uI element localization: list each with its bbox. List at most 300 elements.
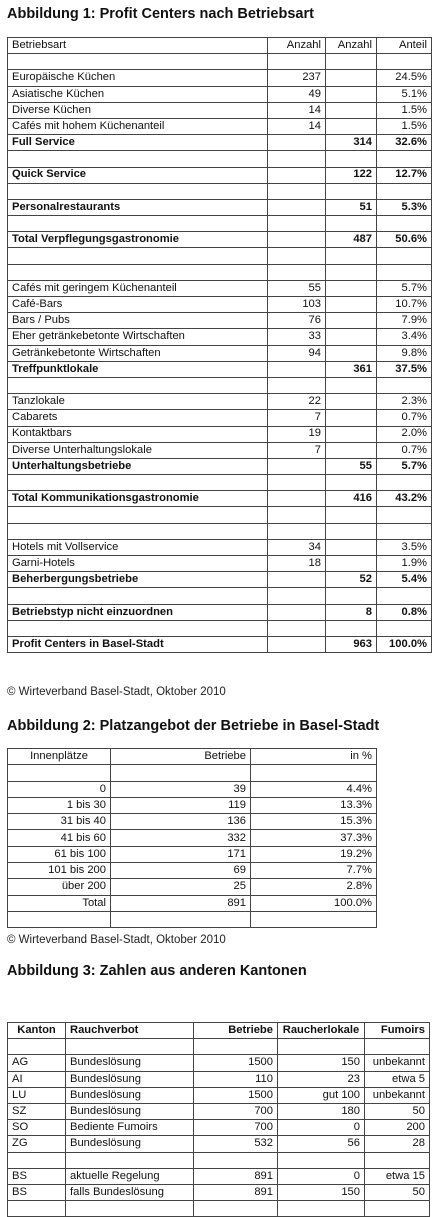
empty-cell <box>251 911 377 927</box>
rauchverbot-cell: Bundeslösung <box>66 1136 194 1152</box>
table-row <box>8 458 432 474</box>
empty-cell <box>326 216 377 232</box>
table-row <box>8 442 432 458</box>
empty-cell <box>377 54 432 70</box>
betriebsart-cell: Garni-Hotels <box>8 556 268 572</box>
anteil-cell: 2.3% <box>377 394 432 410</box>
anzahl-cell: 14 <box>268 118 326 134</box>
prozent-cell: 13.3% <box>251 797 377 813</box>
innenplaetze-cell: 101 bis 200 <box>8 863 111 879</box>
table-row <box>8 70 432 86</box>
empty-cell <box>278 1152 365 1168</box>
betriebsart-cell: Bars / Pubs <box>8 313 268 329</box>
table-row <box>8 556 432 572</box>
empty-cell <box>8 475 268 491</box>
betriebsart-cell: Kontaktbars <box>8 426 268 442</box>
betriebe-cell: 332 <box>111 830 251 846</box>
empty-cell <box>365 1039 430 1055</box>
kanton-cell: BS <box>8 1184 66 1200</box>
anzahl-cell: 14 <box>268 102 326 118</box>
empty-cell <box>268 588 326 604</box>
prozent-cell: 19.2% <box>251 846 377 862</box>
anteil-cell: 1.5% <box>377 118 432 134</box>
empty-cell <box>326 151 377 167</box>
blank-row <box>8 475 432 491</box>
anzahl-subtotal-cell <box>326 102 377 118</box>
blank-row <box>8 216 432 232</box>
table-row <box>8 1136 430 1152</box>
column-header-anzahl-2: Anzahl <box>326 38 377 54</box>
kanton-cell: SZ <box>8 1103 66 1119</box>
empty-cell <box>377 151 432 167</box>
empty-cell <box>326 475 377 491</box>
betriebsart-cell: Getränkebetonte Wirtschaften <box>8 345 268 361</box>
anzahl-cell <box>268 491 326 507</box>
anteil-cell: 24.5% <box>377 70 432 86</box>
betriebsart-cell: Cafés mit geringem Küchenanteil <box>8 280 268 296</box>
betriebsart-cell: Diverse Unterhaltungslokale <box>8 442 268 458</box>
anzahl-subtotal-cell <box>326 394 377 410</box>
empty-cell <box>268 507 326 523</box>
innenplaetze-cell: über 200 <box>8 879 111 895</box>
betriebe-cell: 1500 <box>194 1055 278 1071</box>
blank-row <box>8 588 432 604</box>
table-row <box>8 232 432 248</box>
table-row <box>8 1103 430 1119</box>
profit-centers-table <box>7 37 432 653</box>
empty-cell <box>194 1039 278 1055</box>
anzahl-cell: 76 <box>268 313 326 329</box>
betriebsart-cell: Europäische Küchen <box>8 70 268 86</box>
kanton-cell: AG <box>8 1055 66 1071</box>
anzahl-cell: 49 <box>268 86 326 102</box>
column-header-anzahl-1: Anzahl <box>268 38 326 54</box>
anzahl-subtotal-cell: 361 <box>326 361 377 377</box>
anzahl-subtotal-cell: 55 <box>326 458 377 474</box>
kanton-cell: ZG <box>8 1136 66 1152</box>
betriebe-cell: 891 <box>111 895 251 911</box>
anzahl-subtotal-cell: 51 <box>326 199 377 215</box>
table-row <box>8 1055 430 1071</box>
anzahl-subtotal-cell <box>326 313 377 329</box>
prozent-cell: 37.3% <box>251 830 377 846</box>
anzahl-subtotal-cell: 416 <box>326 491 377 507</box>
blank-row <box>8 377 432 393</box>
empty-cell <box>8 1039 66 1055</box>
anzahl-subtotal-cell <box>326 426 377 442</box>
betriebe-cell: 136 <box>111 814 251 830</box>
anzahl-cell: 103 <box>268 297 326 313</box>
fumoirs-cell: 200 <box>365 1120 430 1136</box>
anzahl-cell <box>268 135 326 151</box>
seating-capacity-table <box>7 748 377 928</box>
empty-cell <box>365 1152 430 1168</box>
anzahl-subtotal-cell <box>326 297 377 313</box>
table-row <box>8 539 432 555</box>
anzahl-cell: 94 <box>268 345 326 361</box>
table-row <box>8 895 377 911</box>
table-row <box>8 167 432 183</box>
fumoirs-cell: 28 <box>365 1136 430 1152</box>
empty-cell <box>377 523 432 539</box>
betriebe-cell: 25 <box>111 879 251 895</box>
rauchverbot-cell: Bundeslösung <box>66 1055 194 1071</box>
table-row <box>8 797 377 813</box>
table-row <box>8 491 432 507</box>
blank-row <box>8 264 432 280</box>
table-row <box>8 863 377 879</box>
betriebsart-cell: Asiatische Küchen <box>8 86 268 102</box>
empty-cell <box>66 1039 194 1055</box>
betriebsart-cell: Betriebstyp nicht einzuordnen <box>8 604 268 620</box>
column-header-innenplaetze: Innenplätze <box>8 749 111 765</box>
blank-row <box>8 183 432 199</box>
empty-cell <box>377 216 432 232</box>
raucherlokale-cell: 150 <box>278 1184 365 1200</box>
betriebe-cell: 700 <box>194 1120 278 1136</box>
empty-cell <box>326 620 377 636</box>
anzahl-cell <box>268 636 326 652</box>
column-header-anteil: Anteil <box>377 38 432 54</box>
innenplaetze-cell: Total <box>8 895 111 911</box>
fumoirs-cell: 50 <box>365 1103 430 1119</box>
blank-row <box>8 620 432 636</box>
prozent-cell: 100.0% <box>251 895 377 911</box>
betriebe-cell: 700 <box>194 1103 278 1119</box>
anzahl-subtotal-cell: 8 <box>326 604 377 620</box>
anzahl-cell <box>268 167 326 183</box>
table-row <box>8 297 432 313</box>
table-row <box>8 86 432 102</box>
betriebsart-cell: Treffpunktlokale <box>8 361 268 377</box>
table-row <box>8 313 432 329</box>
prozent-cell: 4.4% <box>251 781 377 797</box>
column-header-betriebe: Betriebe <box>111 749 251 765</box>
empty-cell <box>326 264 377 280</box>
betriebsart-cell: Full Service <box>8 135 268 151</box>
fumoirs-cell: 50 <box>365 1184 430 1200</box>
anteil-cell: 0.7% <box>377 410 432 426</box>
betriebsart-cell: Eher getränkebetonte Wirtschaften <box>8 329 268 345</box>
anteil-cell: 7.9% <box>377 313 432 329</box>
raucherlokale-cell: 23 <box>278 1071 365 1087</box>
empty-cell <box>377 264 432 280</box>
table-row <box>8 1087 430 1103</box>
empty-cell <box>8 620 268 636</box>
betriebe-cell: 891 <box>194 1184 278 1200</box>
fumoirs-cell: etwa 15 <box>365 1168 430 1184</box>
betriebsart-cell: Cabarets <box>8 410 268 426</box>
table-row <box>8 102 432 118</box>
anzahl-subtotal-cell: 487 <box>326 232 377 248</box>
blank-row <box>8 151 432 167</box>
empty-cell <box>326 183 377 199</box>
empty-cell <box>326 523 377 539</box>
anteil-cell: 9.8% <box>377 345 432 361</box>
anzahl-subtotal-cell <box>326 539 377 555</box>
empty-cell <box>111 765 251 781</box>
blank-row <box>8 1039 430 1055</box>
betriebsart-cell: Café-Bars <box>8 297 268 313</box>
empty-cell <box>377 248 432 264</box>
blank-row <box>8 507 432 523</box>
empty-cell <box>268 377 326 393</box>
table-row <box>8 426 432 442</box>
anzahl-subtotal-cell <box>326 280 377 296</box>
anteil-cell: 43.2% <box>377 491 432 507</box>
empty-cell <box>8 248 268 264</box>
empty-cell <box>268 523 326 539</box>
betriebsart-cell: Quick Service <box>8 167 268 183</box>
blank-row <box>8 248 432 264</box>
kanton-cell: SO <box>8 1120 66 1136</box>
empty-cell <box>8 264 268 280</box>
empty-cell <box>326 588 377 604</box>
column-header-in-prozent: in % <box>251 749 377 765</box>
anzahl-cell: 55 <box>268 280 326 296</box>
empty-cell <box>326 248 377 264</box>
betriebe-cell: 1500 <box>194 1087 278 1103</box>
innenplaetze-cell: 0 <box>8 781 111 797</box>
anzahl-subtotal-cell: 52 <box>326 572 377 588</box>
anteil-cell: 50.6% <box>377 232 432 248</box>
rauchverbot-cell: Bundeslösung <box>66 1071 194 1087</box>
table-row <box>8 329 432 345</box>
empty-cell <box>8 1152 66 1168</box>
table-row <box>8 410 432 426</box>
innenplaetze-cell: 61 bis 100 <box>8 846 111 862</box>
blank-row <box>8 1152 430 1168</box>
empty-cell <box>377 475 432 491</box>
table-row <box>8 781 377 797</box>
column-header-betriebe: Betriebe <box>194 1023 278 1039</box>
anteil-cell: 12.7% <box>377 167 432 183</box>
anteil-cell: 5.3% <box>377 199 432 215</box>
anteil-cell: 5.1% <box>377 86 432 102</box>
column-header-raucherlokale: Raucherlokale <box>278 1023 365 1039</box>
betriebe-cell: 69 <box>111 863 251 879</box>
table-row <box>8 1071 430 1087</box>
innenplaetze-cell: 41 bis 60 <box>8 830 111 846</box>
betriebe-cell: 171 <box>111 846 251 862</box>
figure-2-title: Abbildung 2: Platzangebot der Betriebe in Basel-Stadt <box>7 718 380 734</box>
kanton-cell: LU <box>8 1087 66 1103</box>
betriebsart-cell: Tanzlokale <box>8 394 268 410</box>
anzahl-cell: 22 <box>268 394 326 410</box>
kanton-cell: AI <box>8 1071 66 1087</box>
fumoirs-cell: unbekannt <box>365 1087 430 1103</box>
anteil-cell: 10.7% <box>377 297 432 313</box>
anteil-cell: 5.7% <box>377 280 432 296</box>
betriebe-cell: 532 <box>194 1136 278 1152</box>
figure-1-copyright: © Wirteverband Basel-Stadt, Oktober 2010 <box>7 686 226 698</box>
table-row <box>8 814 377 830</box>
anzahl-cell <box>268 458 326 474</box>
anzahl-cell: 7 <box>268 410 326 426</box>
empty-cell <box>377 377 432 393</box>
betriebe-cell: 39 <box>111 781 251 797</box>
anteil-cell: 2.0% <box>377 426 432 442</box>
anzahl-cell: 34 <box>268 539 326 555</box>
betriebsart-cell: Hotels mit Vollservice <box>8 539 268 555</box>
column-header-rauchverbot: Rauchverbot <box>66 1023 194 1039</box>
anteil-cell: 5.4% <box>377 572 432 588</box>
empty-cell <box>8 183 268 199</box>
empty-cell <box>251 765 377 781</box>
empty-cell <box>377 588 432 604</box>
column-header-fumoirs: Fumoirs <box>365 1023 430 1039</box>
table-row <box>8 361 432 377</box>
raucherlokale-cell: 150 <box>278 1055 365 1071</box>
column-header-betriebsart: Betriebsart <box>8 38 268 54</box>
table-row <box>8 345 432 361</box>
empty-cell <box>268 151 326 167</box>
empty-cell <box>268 475 326 491</box>
anzahl-cell: 18 <box>268 556 326 572</box>
prozent-cell: 15.3% <box>251 814 377 830</box>
figure-2-copyright: © Wirteverband Basel-Stadt, Oktober 2010 <box>7 934 226 946</box>
blank-row <box>8 765 377 781</box>
innenplaetze-cell: 31 bis 40 <box>8 814 111 830</box>
empty-cell <box>377 183 432 199</box>
anteil-cell: 0.8% <box>377 604 432 620</box>
anteil-cell: 100.0% <box>377 636 432 652</box>
table-row <box>8 879 377 895</box>
betriebsart-cell: Diverse Küchen <box>8 102 268 118</box>
raucherlokale-cell: 0 <box>278 1168 365 1184</box>
empty-cell <box>8 216 268 232</box>
empty-cell <box>8 151 268 167</box>
empty-cell <box>66 1152 194 1168</box>
anzahl-subtotal-cell <box>326 410 377 426</box>
table-row <box>8 1184 430 1200</box>
table-row <box>8 394 432 410</box>
fumoirs-cell: etwa 5 <box>365 1071 430 1087</box>
empty-cell <box>111 911 251 927</box>
anzahl-cell <box>268 572 326 588</box>
empty-cell <box>8 911 111 927</box>
raucherlokale-cell: 180 <box>278 1103 365 1119</box>
anzahl-cell: 7 <box>268 442 326 458</box>
prozent-cell: 7.7% <box>251 863 377 879</box>
betriebsart-cell: Cafés mit hohem Küchenanteil <box>8 118 268 134</box>
anteil-cell: 1.5% <box>377 102 432 118</box>
rauchverbot-cell: Bundeslösung <box>66 1103 194 1119</box>
rauchverbot-cell: Bediente Fumoirs <box>66 1120 194 1136</box>
empty-cell <box>268 54 326 70</box>
empty-cell <box>377 507 432 523</box>
betriebsart-cell: Total Verpflegungsgastronomie <box>8 232 268 248</box>
empty-cell <box>377 620 432 636</box>
raucherlokale-cell: gut 100 <box>278 1087 365 1103</box>
anzahl-cell: 33 <box>268 329 326 345</box>
anteil-cell: 1.9% <box>377 556 432 572</box>
anzahl-cell <box>268 199 326 215</box>
betriebsart-cell: Unterhaltungsbetriebe <box>8 458 268 474</box>
table-row <box>8 1120 430 1136</box>
blank-row <box>8 911 377 927</box>
anzahl-cell: 237 <box>268 70 326 86</box>
anzahl-cell <box>268 361 326 377</box>
anteil-cell: 5.7% <box>377 458 432 474</box>
anteil-cell: 37.5% <box>377 361 432 377</box>
betriebsart-cell: Profit Centers in Basel-Stadt <box>8 636 268 652</box>
empty-cell <box>326 54 377 70</box>
empty-cell <box>8 507 268 523</box>
empty-cell <box>8 523 268 539</box>
fumoirs-cell: unbekannt <box>365 1055 430 1071</box>
raucherlokale-cell: 56 <box>278 1136 365 1152</box>
table-row <box>8 636 432 652</box>
empty-cell <box>268 183 326 199</box>
anzahl-subtotal-cell: 122 <box>326 167 377 183</box>
anteil-cell: 32.6% <box>377 135 432 151</box>
anzahl-cell <box>268 604 326 620</box>
other-cantons-table <box>7 1022 430 1217</box>
anzahl-subtotal-cell <box>326 86 377 102</box>
anzahl-subtotal-cell <box>326 70 377 86</box>
empty-cell <box>268 216 326 232</box>
rauchverbot-cell: falls Bundeslösung <box>66 1184 194 1200</box>
anzahl-subtotal-cell <box>326 556 377 572</box>
empty-cell <box>8 377 268 393</box>
raucherlokale-cell: 0 <box>278 1120 365 1136</box>
anteil-cell: 0.7% <box>377 442 432 458</box>
empty-cell <box>326 507 377 523</box>
blank-row <box>8 54 432 70</box>
anzahl-subtotal-cell <box>326 345 377 361</box>
betriebsart-cell: Total Kommunikationsgastronomie <box>8 491 268 507</box>
table-row <box>8 135 432 151</box>
empty-cell <box>278 1039 365 1055</box>
anzahl-cell <box>268 232 326 248</box>
anzahl-subtotal-cell <box>326 118 377 134</box>
empty-cell <box>8 765 111 781</box>
empty-cell <box>268 248 326 264</box>
table-row <box>8 604 432 620</box>
anteil-cell: 3.5% <box>377 539 432 555</box>
empty-cell <box>194 1152 278 1168</box>
innenplaetze-cell: 1 bis 30 <box>8 797 111 813</box>
rauchverbot-cell: aktuelle Regelung <box>66 1168 194 1184</box>
anzahl-subtotal-cell <box>326 442 377 458</box>
anzahl-subtotal-cell <box>326 329 377 345</box>
kanton-cell: BS <box>8 1168 66 1184</box>
betriebsart-cell: Personalrestaurants <box>8 199 268 215</box>
blank-row <box>8 523 432 539</box>
anzahl-subtotal-cell: 963 <box>326 636 377 652</box>
figure-1-title: Abbildung 1: Profit Centers nach Betriebsart <box>7 6 314 22</box>
table-row <box>8 572 432 588</box>
betriebe-cell: 110 <box>194 1071 278 1087</box>
anzahl-subtotal-cell: 314 <box>326 135 377 151</box>
betriebe-cell: 119 <box>111 797 251 813</box>
table-row <box>8 830 377 846</box>
betriebsart-cell: Beherbergungsbetriebe <box>8 572 268 588</box>
betriebe-cell: 891 <box>194 1168 278 1184</box>
empty-cell <box>8 588 268 604</box>
figure-3-title: Abbildung 3: Zahlen aus anderen Kantonen <box>7 963 307 979</box>
table-row <box>8 846 377 862</box>
rauchverbot-cell: Bundeslösung <box>66 1087 194 1103</box>
prozent-cell: 2.8% <box>251 879 377 895</box>
empty-cell <box>326 377 377 393</box>
empty-cell <box>268 620 326 636</box>
anzahl-cell: 19 <box>268 426 326 442</box>
empty-cell <box>268 264 326 280</box>
column-header-kanton: Kanton <box>8 1023 66 1039</box>
table-row <box>8 199 432 215</box>
